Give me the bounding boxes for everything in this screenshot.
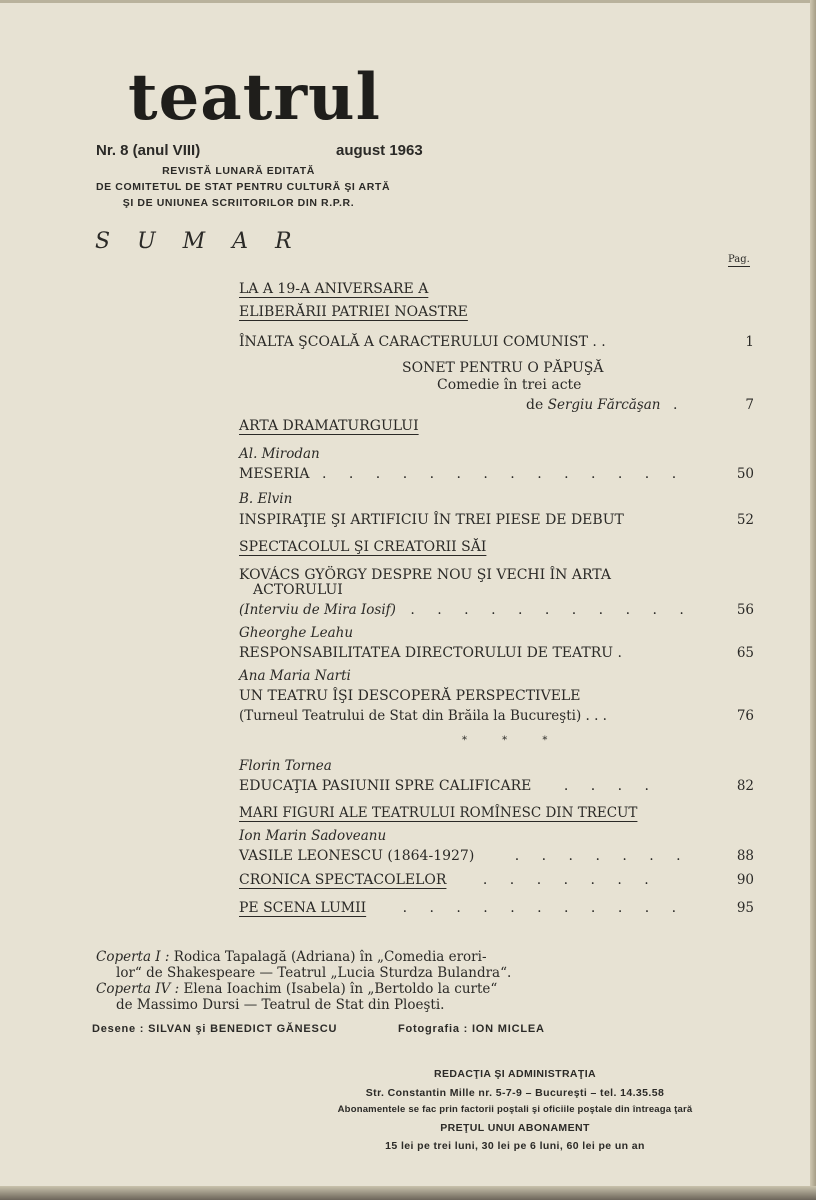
credit-label: Coperta IV : xyxy=(96,981,180,997)
toc-author: Gheorghe Leahu xyxy=(239,625,354,641)
credit-text: Rodica Tapalagă (Adriana) în „Comedia erori- xyxy=(173,949,487,965)
credit-label: Coperta I : xyxy=(96,949,170,965)
toc-heading: S U M A R xyxy=(95,229,302,254)
toc-leader-dots: . xyxy=(672,397,678,413)
toc-entry-title[interactable]: SONET PENTRU O PĂPUŞĂ xyxy=(402,360,604,376)
toc-entry-title[interactable]: RESPONSABILITATEA DIRECTORULUI DE TEATRU . xyxy=(239,645,622,661)
toc-entry-title[interactable]: ÎNALTA ŞCOALĂ A CARACTERULUI COMUNIST . . xyxy=(239,334,606,350)
footer-price: 15 lei pe trei luni, 30 lei pe 6 luni, 60 lei pe un an xyxy=(385,1140,645,1152)
footer-heading: REDACŢIA ŞI ADMINISTRAŢIA xyxy=(433,1068,597,1080)
toc-section-heading: PE SCENA LUMII xyxy=(239,900,367,916)
toc-section-heading[interactable]: LA A 19-A ANIVERSARE A xyxy=(239,281,429,297)
issue-number: Nr. 8 (anul VIII) xyxy=(96,142,201,159)
toc-page-number: 1 xyxy=(745,334,754,350)
toc-entry[interactable] xyxy=(239,848,690,864)
toc-section-heading[interactable]: MARI FIGURI ALE TEATRULUI ROMÎNESC DIN TRECUT xyxy=(239,805,638,821)
credit-text: Elena Ioachim (Isabela) în „Bertoldo la curte“ xyxy=(183,981,498,997)
page-edge-bottom xyxy=(0,1186,816,1200)
toc-leader-dots: . . . . . . . xyxy=(482,872,658,888)
byline-prefix: de xyxy=(526,397,544,413)
toc-leader-dots: . . . . . . . xyxy=(514,848,690,864)
toc-entry-title[interactable]: ACTORULUI xyxy=(253,582,343,598)
issue-date: august 1963 xyxy=(336,142,423,159)
toc-leader-dots: . . . . . . . . . . . xyxy=(402,900,686,916)
credit-line: de Massimo Dursi — Teatrul de Stat din Ploeşti. xyxy=(116,997,445,1013)
toc-page-number: 50 xyxy=(736,466,754,482)
toc-author: Al. Mirodan xyxy=(239,446,320,462)
toc-entry-title: VASILE LEONESCU (1864-1927) xyxy=(239,848,475,864)
page-column-label: Pag. xyxy=(728,254,750,265)
toc-entry[interactable] xyxy=(239,778,658,794)
masthead-title: teatrul xyxy=(128,60,381,135)
toc-section-heading: CRONICA SPECTACOLELOR xyxy=(239,872,447,888)
toc-entry-title: EDUCAŢIA PASIUNII SPRE CALIFICARE xyxy=(239,778,532,794)
illustration-credit: Desene : SILVAN şi BENEDICT GĂNESCU xyxy=(92,1023,338,1035)
toc-section-heading[interactable]: ELIBERĂRII PATRIEI NOASTRE xyxy=(239,304,468,320)
credit-line: lor“ de Shakespeare — Teatrul „Lucia Sturdza Bulandra“. xyxy=(116,965,512,981)
footer-price-heading: PREŢUL UNUI ABONAMENT xyxy=(440,1122,590,1134)
toc-page-number: 52 xyxy=(736,512,754,528)
toc-page-number: 88 xyxy=(736,848,754,864)
toc-page-number: 90 xyxy=(736,872,754,888)
toc-author: Florin Tornea xyxy=(239,758,332,774)
toc-entry-title[interactable]: KOVÁCS GYÖRGY DESPRE NOU ŞI VECHI ÎN ARTA xyxy=(239,567,611,583)
toc-entry-note: (Interviu de Mira Iosif) xyxy=(239,602,396,618)
toc-author: B. Elvin xyxy=(239,491,293,507)
toc-leader-dots: . . . . . . . . . . . xyxy=(410,602,693,618)
toc-entry[interactable] xyxy=(239,602,693,618)
toc-author: Ion Marin Sadoveanu xyxy=(239,828,387,844)
publisher-line: REVISTĂ LUNARĂ EDITATĂ xyxy=(162,165,315,177)
page-edge-top xyxy=(0,0,816,3)
toc-entry-subtitle: Comedie în trei acte xyxy=(437,377,582,393)
toc-entry-title: MESERIA xyxy=(239,466,310,482)
publisher-line: ŞI DE UNIUNEA SCRIITORILOR DIN R.P.R. xyxy=(122,197,355,209)
credit-line xyxy=(96,981,511,997)
publisher-info xyxy=(96,163,391,211)
toc-leader-dots: . . . . . . . . . . . . . . xyxy=(322,466,686,482)
section-separator: * * * xyxy=(462,735,564,746)
toc-section-heading[interactable]: ARTA DRAMATURGULUI xyxy=(239,418,419,434)
credit-line xyxy=(96,949,511,965)
footer-address: Str. Constantin Mille nr. 5-7-9 – Bucureşti – tel. 14.35.58 xyxy=(365,1087,665,1099)
toc-section-heading[interactable]: SPECTACOLUL ŞI CREATORII SĂI xyxy=(239,539,487,555)
toc-author: Sergiu Fărcăşan xyxy=(547,397,661,413)
toc-entry-byline xyxy=(526,397,677,413)
toc-page-number: 56 xyxy=(736,602,754,618)
publisher-line: DE COMITETUL DE STAT PENTRU CULTURĂ ŞI ARTĂ xyxy=(96,181,391,193)
footer-subscriptions: Abonamentele se fac prin factorii poştali şi oficiile poştale din întreaga ţară xyxy=(337,1104,693,1115)
cover-credits xyxy=(96,949,511,1013)
toc-entry-title[interactable]: INSPIRAŢIE ŞI ARTIFICIU ÎN TREI PIESE DE DEBUT xyxy=(239,512,624,528)
toc-leader-dots: . . . . xyxy=(563,778,658,794)
page-edge-right xyxy=(810,0,816,1200)
toc-page-number: 82 xyxy=(736,778,754,794)
toc-page-number: 95 xyxy=(736,900,754,916)
toc-entry-title[interactable]: UN TEATRU ÎŞI DESCOPERĂ PERSPECTIVELE xyxy=(239,688,581,704)
photo-credit: Fotografia : ION MICLEA xyxy=(398,1023,545,1035)
toc-page-number: 76 xyxy=(736,708,754,724)
toc-entry-subtitle: (Turneul Teatrului de Stat din Brăila la Bucureşti) . . . xyxy=(239,708,607,724)
toc-section-entry[interactable] xyxy=(239,900,685,916)
toc-section-entry[interactable] xyxy=(239,872,658,888)
toc-page-number: 65 xyxy=(736,645,754,661)
toc-author: Ana Maria Narti xyxy=(239,668,351,684)
toc-page-number: 7 xyxy=(745,397,754,413)
toc-entry[interactable] xyxy=(239,466,685,482)
